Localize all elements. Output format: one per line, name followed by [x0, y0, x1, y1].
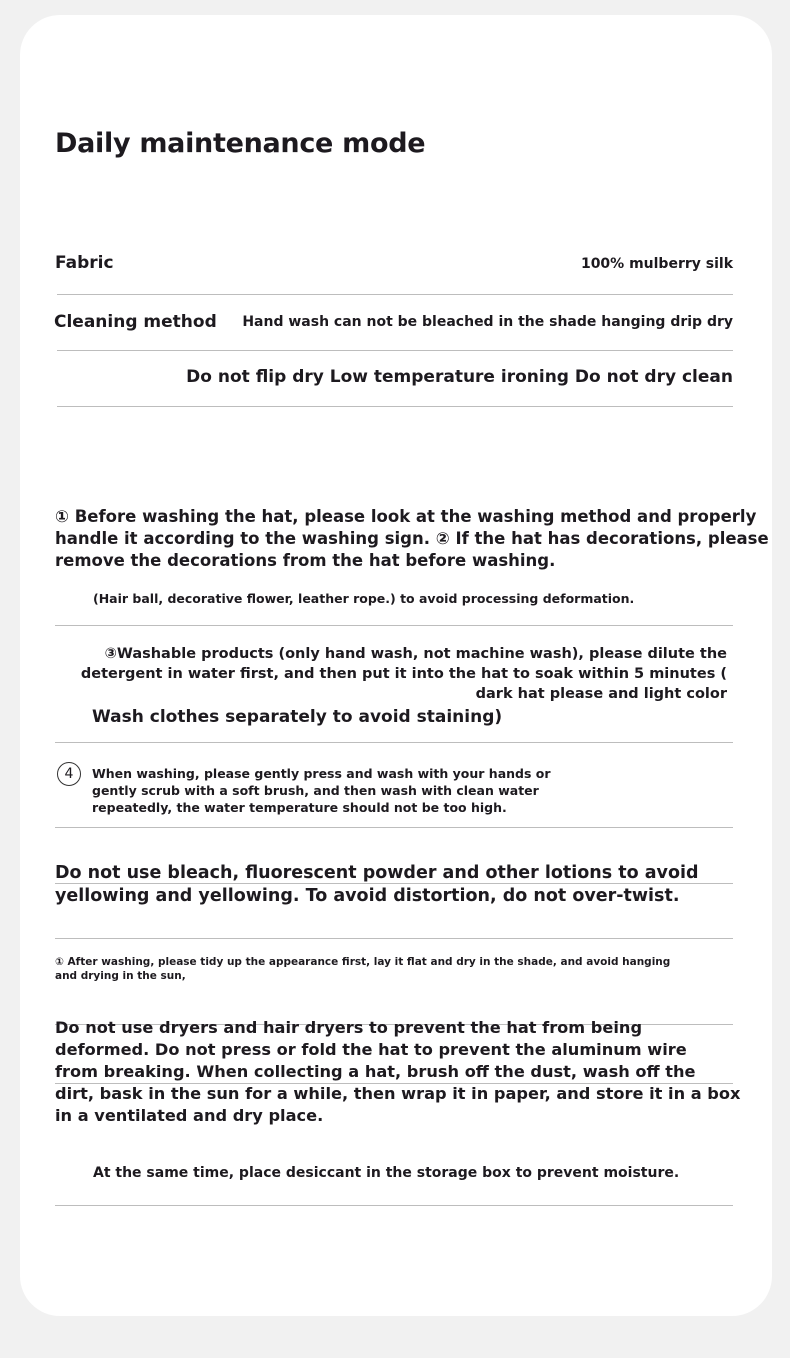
- page-title: Daily maintenance mode: [55, 128, 426, 159]
- instruction-paragraph-4: [92, 765, 551, 816]
- divider: [57, 350, 733, 351]
- instruction-paragraph-3-end: Wash clothes separately to avoid staining): [92, 707, 503, 727]
- drying-paragraph: [55, 955, 670, 983]
- divider: [55, 625, 733, 626]
- text-line: dark hat please and light color: [475, 686, 727, 702]
- fabric-value: 100% mulberry silk: [580, 256, 733, 272]
- step-number-badge: 4: [57, 762, 81, 786]
- cleaning-method-value-1: Hand wash can not be bleached in the shade hanging drip dry: [242, 314, 733, 330]
- text-line: ③Washable products (only hand wash, not machine wash), please dilute the: [104, 646, 727, 662]
- desiccant-note: At the same time, place desiccant in the storage box to prevent moisture.: [93, 1165, 680, 1181]
- divider: [55, 827, 733, 828]
- text-line: remove the decorations from the hat before washing.: [55, 551, 556, 570]
- divider: [55, 742, 733, 743]
- divider: [57, 406, 733, 407]
- text-line: ① After washing, please tidy up the appearance first, lay it flat and dry in the shade, and avoid hanging: [55, 956, 671, 968]
- warning-paragraph: [55, 862, 699, 908]
- divider: [55, 938, 733, 939]
- text-line: dirt, bask in the sun for a while, then wrap it in paper, and store it in a box: [55, 1084, 741, 1103]
- text-line: When washing, please gently press and wash with your hands or: [92, 766, 551, 781]
- text-line: detergent in water first, and then put it into the hat to soak within 5 minutes (: [80, 666, 727, 682]
- cleaning-method-value-2: Do not flip dry Low temperature ironing Do not dry clean: [186, 367, 733, 387]
- divider: [57, 294, 733, 295]
- instruction-paragraph-3: [60, 644, 727, 704]
- fabric-label: Fabric: [55, 253, 114, 273]
- instruction-paragraph-1: [55, 506, 769, 572]
- text-line: repeatedly, the water temperature should not be too high.: [92, 800, 507, 815]
- divider: [55, 1205, 733, 1206]
- storage-paragraph: [55, 1017, 740, 1127]
- instruction-note: (Hair ball, decorative flower, leather rope.) to avoid processing deformation.: [93, 591, 635, 606]
- text-line: and drying in the sun,: [55, 970, 186, 982]
- text-line: Do not use dryers and hair dryers to prevent the hat from being: [55, 1018, 643, 1037]
- text-line: gently scrub with a soft brush, and then wash with clean water: [92, 783, 539, 798]
- text-line: yellowing and yellowing. To avoid distortion, do not over-twist.: [55, 886, 680, 906]
- text-line: in a ventilated and dry place.: [55, 1106, 324, 1125]
- text-line: from breaking. When collecting a hat, brush off the dust, wash off the: [55, 1062, 696, 1081]
- text-line: deformed. Do not press or fold the hat to prevent the aluminum wire: [55, 1040, 687, 1059]
- cleaning-method-label: Cleaning method: [54, 312, 217, 332]
- text-line: ① Before washing the hat, please look at the washing method and properly: [55, 507, 757, 526]
- text-line: Do not use bleach, fluorescent powder and other lotions to avoid: [55, 863, 699, 883]
- text-line: handle it according to the washing sign. ② If the hat has decorations, please: [55, 529, 769, 548]
